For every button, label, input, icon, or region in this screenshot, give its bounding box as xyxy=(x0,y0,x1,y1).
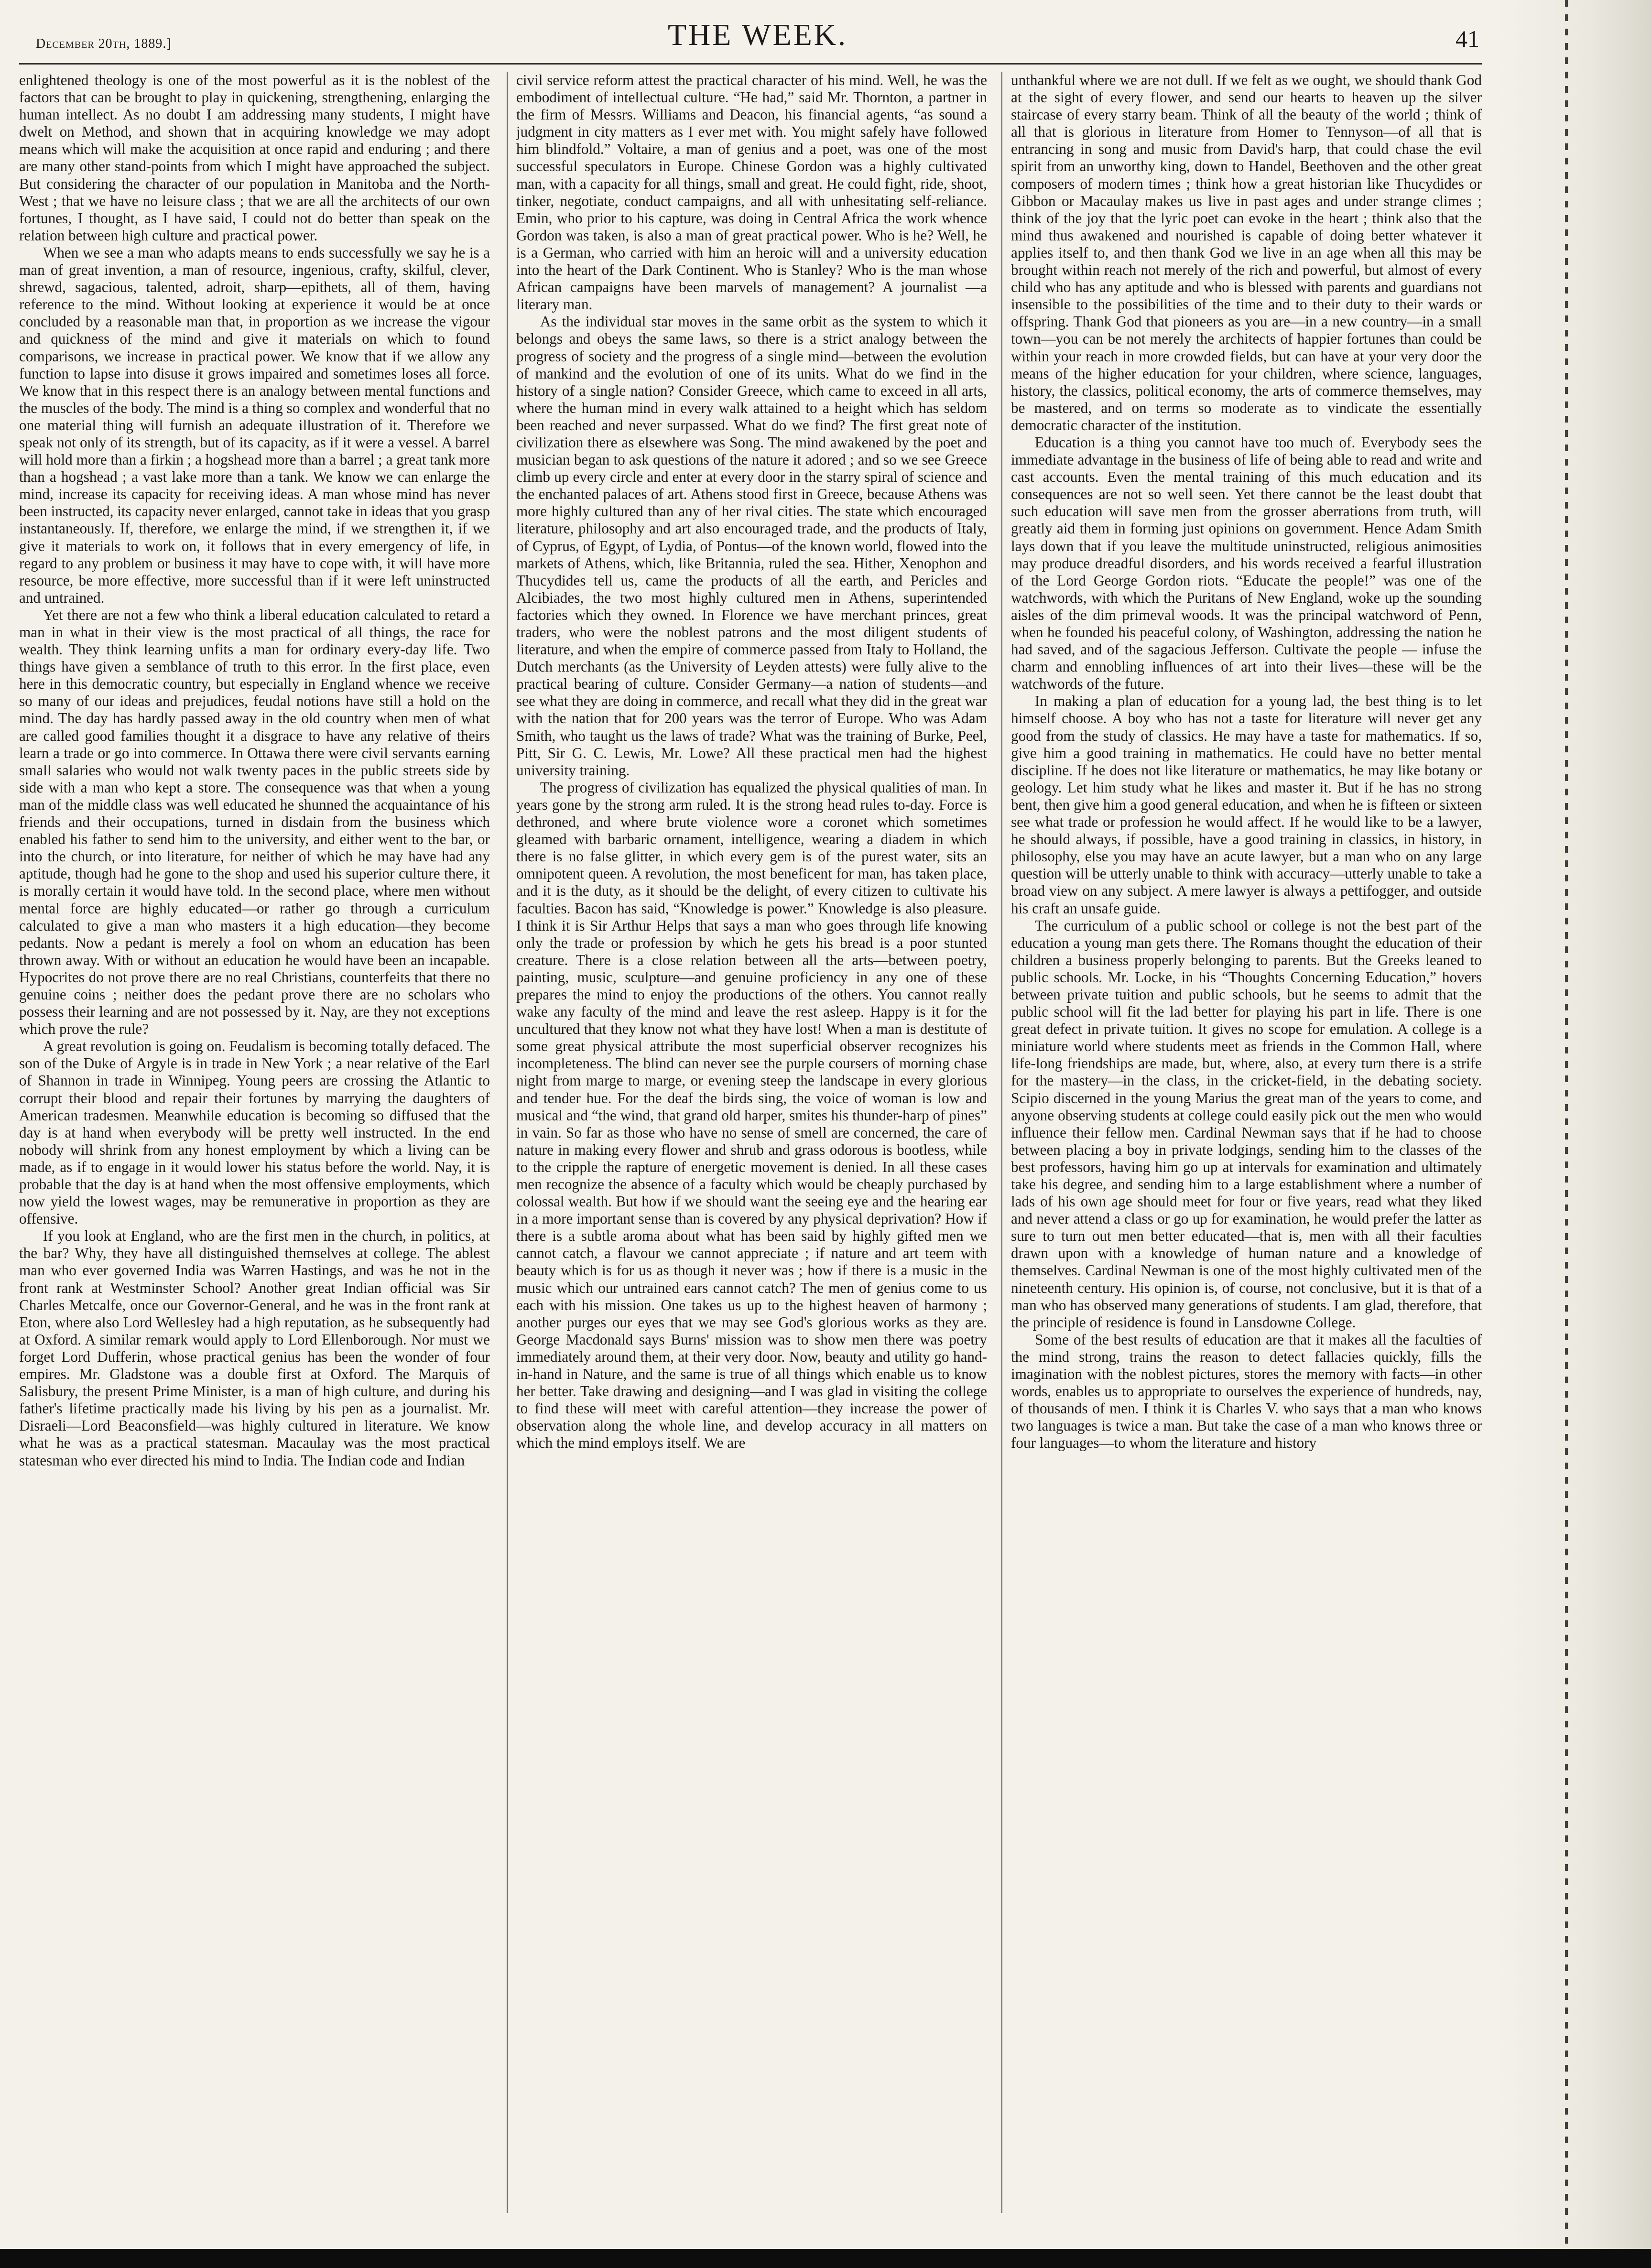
column-divider xyxy=(1001,72,1002,2213)
paragraph: A great revolution is going on. Feudalism is becoming totally defaced. The son of the Duke of Argyle is in trade in New York ; a near relative of the Earl of Shannon in trade in Winnipeg. Young peers are crossing the Atlantic to corrupt their blood and repair their fortunes by marrying the daughters of American tradesmen. Meanwhile education is becoming so diffused that the day is at hand when everybody will be pretty well instructed. In the end nobody will shrink from any honest employment by which a living can be made, as if to engage in it would lower his status before the world. Nay, it is probable that the day is at hand when the most offensive employments, which now yield the lowest wages, may be remunerative in proportion as they are offensive. xyxy=(19,1038,490,1227)
paragraph: enlightened theology is one of the most powerful as it is the noblest of the factors that can be brought to play in quickening, strengthening, enlarging the human intellect. As no doubt I am addressing many students, I might have dwelt on Method, and shown that in acquiring knowledge we may adopt means which will make the acquisition at once rapid and enduring ; and there are many other stand-points from which I might have approached the subject. But considering the character of our population in Manitoba and the North-West ; that we have no leisure class ; that we are all the architects of our own fortunes, I thought, as I have said, I could not do better than speak on the relation between high culture and practical power. xyxy=(19,72,490,244)
page-header xyxy=(36,13,1479,61)
column-divider xyxy=(507,72,508,2213)
publication-title: THE WEEK. xyxy=(667,18,848,52)
article-body xyxy=(19,72,1482,2213)
text-column-3 xyxy=(1011,72,1482,2213)
paragraph: Education is a thing you cannot have too much of. Everybody sees the immediate advantage in the business of life of being able to read and write and cast accounts. Even the mental training of this much education and its consequences are not so well seen. Yet there cannot be the least doubt that such education will save men from the grosser aberrations from truth, will greatly aid them in forming just opinions on government. Hence Adam Smith lays down that if you leave the multitude uninstructed, religious animosities may produce dreadful disorders, and his words received a fearful illustration of the Lord George Gordon riots. “Educate the people!” was one of the watchwords, with which the Puritans of New England, woke up the sounding aisles of the dim primeval woods. It was the principal watchword of Penn, when he founded his peaceful colony, of Washington, addressing the nation he had saved, and of the sagacious Jefferson. Cultivate the people — infuse the charm and ennobling influences of art into their lives—these will be the watchwords of the future. xyxy=(1011,434,1482,693)
paragraph: Yet there are not a few who think a liberal education calculated to retard a man in what in their view is the most practical of all things, the race for wealth. They think learning unfits a man for ordinary every-day life. Two things have given a semblance of truth to this error. In the first place, even here in this democratic country, but especially in England whence we receive so many of our ideas and prejudices, feudal notions have still a hold on the mind. The day has hardly passed away in the old country when men of what are called good families thought it a disgrace to have any relative of theirs learn a trade or go into commerce. In Ottawa there were civil servants earning small salaries who would not walk twenty paces in the public streets side by side with a man who kept a store. The consequence was that when a young man of the middle class was well educated he shunned the acquaintance of his friends and their occupations, turned in disdain from the business which enabled his father to send him to the university, and either went to the bar, or into the church, or into literature, for neither of which he may have had any aptitude, though had he gone to the shop and used his superior culture there, it is morally certain it would have told. In the second place, where men without mental force are highly educated—or rather go through a curriculum calculated to give a man who masters it a high education—they become pedants. Now a pedant is merely a fool on whom an education has been thrown away. With or without an education he would have been an incapable. Hypocrites do not prove there are no real Christians, counterfeits that there no genuine coins ; neither does the pedant prove there are no scholars who possess their learning and are not possessed by it. Nay, are they not exceptions which prove the rule? xyxy=(19,606,490,1038)
header-rule xyxy=(19,63,1482,65)
paragraph: unthankful where we are not dull. If we felt as we ought, we should thank God at the sight of every flower, and send our hearts to heaven up the silver staircase of every starry beam. Think of all the beauty of the world ; think of all that is glorious in literature from Homer to Tennyson—of all that is entrancing in song and music from David's harp, that could chase the evil spirit from an unworthy king, down to Handel, Beethoven and the other great composers of modern times ; think how a great historian like Thucydides or Gibbon or Macaulay makes us live in past ages and under strange climes ; think of the joy that the lyric poet can evoke in the heart ; think also that the mind thus awakened and nourished is capable of doing better whatever it applies itself to, and then thank God we live in an age when all this may be brought within reach not merely of the rich and powerful, but almost of every child who has any aptitude and who is blessed with parents and guardians not insensible to the possibilities of the time and to their duty to their wards or offspring. Thank God that pioneers as you are—in a new country—in a small town—you can be not merely the architects of happier fortunes than could be within your reach in more crowded fields, but can have at your very door the means of the higher education for your children, where science, languages, history, the classics, political economy, the arts of commerce themselves, may be mastered, and on terms so moderate as to vindicate the essentially democratic character of the institution. xyxy=(1011,72,1482,434)
page-number: 41 xyxy=(1455,25,1479,52)
paragraph: The curriculum of a public school or college is not the best part of the education a young man gets there. The Romans thought the education of their children a business properly belonging to parents. But the Greeks leaned to public schools. Mr. Locke, in his “Thoughts Concerning Education,” hovers between private tuition and public schools, but he seems to admit that the public school will fit the lad better for playing his part in life. There is one great defect in private tuition. It gives no scope for emulation. A college is a miniature world where students meet as friends in the Common Hall, where life-long friendships are made, but, where, also, at every turn there is a strife for the mastery—in the class, in the cricket-field, in the debating society. Scipio discerned in the young Marius the great man of the years to come, and anyone observing students at college could easily pick out the men who would influence their fellow men. Cardinal Newman says that if he had to choose between placing a boy in private lodgings, sending him to the classes of the best professors, having him go up at intervals for examination and ultimately take his degree, and sending him to a large establishment where a number of lads of his own age should meet for four or five years, read what they liked and never attend a class or go up for examination, he would prefer the latter as sure to turn out men better educated—that is, men with all their faculties drawn upon with a knowledge of human nature and a knowledge of themselves. Cardinal Newman is one of the most highly cultivated men of the nineteenth century. His opinion is, of course, not conclusive, but it is that of a man who has observed many generations of students. I am glad, therefore, that the principle of residence is found in Lansdowne College. xyxy=(1011,917,1482,1331)
paragraph: The progress of civilization has equalized the physical qualities of man. In years gone by the strong arm ruled. It is the strong head rules to-day. Force is dethroned, and where brute violence wore a coronet which sometimes gleamed with barbaric ornament, intelligence, wearing a diadem in which there is no false glitter, in which every gem is of the purest water, sits an omnipotent queen. A revolution, the most beneficent for man, has taken place, and it is the duty, as it should be the delight, of every citizen to cultivate his faculties. Bacon has said, “Knowledge is power.” Knowledge is also pleasure. I think it is Sir Arthur Helps that says a man who goes through life knowing only the trade or profession by which he gets his bread is a poor stunted creature. There is a close relation between all the arts—between poetry, painting, music, sculpture—and genuine proficiency in any one of these prepares the mind to enjoy the productions of the others. You cannot really wake any faculty of the mind and leave the rest asleep. Happy is it for the uncultured that they know not what they have lost! When a man is destitute of some great physical attribute the most superficial observer recognizes his incompleteness. The blind can never see the purple coursers of morning chase night from marge to marge, or evening steep the landscape in every glorious and tender hue. For the deaf the birds sing, the voice of woman is low and musical and “the wind, that grand old harper, smites his thunder-harp of pines” in vain. So far as those who have no sense of smell are concerned, the care of nature in making every flower and shrub and grass odorous is bootless, while to the cripple the rapture of energetic movement is denied. In all these cases men recognize the absence of a faculty which would be cheaply purchased by colossal wealth. But how if we should want the seeing eye and the hearing ear in a more important sense than is covered by any physical deprivation? How if there is a subtle aroma about what has been said by highly gifted men we cannot catch, a flavour we cannot appreciate ; if nature and art teem with beauty which is for us as though it never was ; how if there is a music in the music which our untrained ears cannot catch? The men of genius come to us each with his mission. One takes us up to the highest heaven of harmony ; another purges our eyes that we may see God's glorious works as they are. George Macdonald says Burns' mission was to show men there was poetry immediately around them, at their very door. Now, beauty and utility go hand-in-hand in Nature, and the same is true of all things which enable us to know her better. Take drawing and designing—and I was glad in visiting the college to find these will meet with careful attention—they increase the power of observation along the whole line, and develop accuracy in all matters on which the mind employs itself. We are xyxy=(516,779,987,1452)
paragraph: If you look at England, who are the first men in the church, in politics, at the bar? Why, they have all distinguished themselves at college. The ablest man who ever governed India was Warren Hastings, and was he not in the front rank at Westminster School? Another great Indian official was Sir Charles Metcalfe, once our Governor-General, and he was in the front rank at Eton, where also Lord Wellesley had a high reputation, as he subsequently had at Oxford. A similar remark would apply to Lord Ellenborough. Nor must we forget Lord Dufferin, whose practical genius has been the wonder of four empires. Mr. Gladstone was a double first at Oxford. The Marquis of Salisbury, the present Prime Minister, is a man of high culture, and during his father's lifetime practically made his living by his pen as a journalist. Mr. Disraeli—Lord Beaconsfield—was highly cultured in literature. We know what he was as a practical statesman. Macaulay was the most practical statesman who ever directed his mind to India. The Indian code and Indian xyxy=(19,1227,490,1469)
scan-bottom-edge xyxy=(0,2249,1651,2268)
paragraph: In making a plan of education for a young lad, the best thing is to let himself choose. A boy who has not a taste for literature will never get any good from the study of classics. He may have a taste for mathematics. If so, give him a good training in mathematics. He could have no better mental discipline. If he does not like literature or mathematics, he may like botany or geology. Let him study what he likes and master it. But if he has no strong bent, then give him a good general education, and when he is fifteen or sixteen see what trade or profession he would affect. If he would like to be a lawyer, he should always, if possible, have a good training in classics, in history, in philosophy, else you may have an acute lawyer, but a man who on any large question will be utterly unable to think with accuracy—utterly unable to take a broad view on any subject. A mere lawyer is always a pettifogger, and outside his craft an unsafe guide. xyxy=(1011,693,1482,917)
paragraph: As the individual star moves in the same orbit as the system to which it belongs and obeys the same laws, so there is a strict analogy between the progress of society and the progress of a single mind—between the evolution of mankind and the evolution of one of its units. What do we find in the history of a single nation? Consider Greece, which came to exceed in all arts, where the human mind in every walk attained to a height which has seldom been reached and never surpassed. What do we find? The first great note of civilization there as elsewhere was Song. The mind awakened by the poet and musician began to ask questions of the nature it adored ; and so we see Greece climb up every circle and enter at every door in the starry spiral of science and the enchanted palaces of art. Athens stood first in Greece, because Athens was more highly cultured than any of her rival cities. The state which encouraged literature, philosophy and art also encouraged trade, and the products of Italy, of Cyprus, of Egypt, of Lydia, of Pontus—of the known world, flowed into the markets of Athens, which, like Britannia, ruled the sea. Hither, Xenophon and Thucydides tell us, came the products of all the earth, and Pericles and Alcibiades, the two most highly cultured men in Athens, superintended factories which they owned. In Florence we have merchant princes, great traders, who were the noblest patrons and the most diligent students of literature, and when the empire of commerce passed from Italy to Holland, the Dutch merchants (as the University of Leyden attests) were fully alive to the practical bearing of culture. Consider Germany—a nation of students—and see what they are doing in commerce, and recall what they did in the great war with the nation that for 200 years was the terror of Europe. Who was Adam Smith, who taught us the laws of trade? What was the training of Burke, Peel, Pitt, Sir G. C. Lewis, Mr. Lowe? All these practical men had the highest university training. xyxy=(516,313,987,779)
text-column-1 xyxy=(19,72,490,2213)
paragraph: civil service reform attest the practical character of his mind. Well, he was the embodiment of intellectual culture. “He had,” said Mr. Thornton, a partner in the firm of Messrs. Williams and Deacon, his financial agents, “as sound a judgment in city matters as I ever met with. You might safely have followed him blindfold.” Voltaire, a man of genius and a poet, was one of the most successful speculators in Europe. Chinese Gordon was a highly cultivated man, with a capacity for all things, small and great. He could fight, ride, shoot, tinker, negotiate, conduct campaigns, and all with unhesitating self-reliance. Emin, who prior to his capture, was doing in Central Africa the work whence Gordon was taken, is also a man of great practical power. Who is he? Well, he is a German, who carried with him an heroic will and a university education into the heart of the Dark Continent. Who is Stanley? Who is the man whose African campaigns have been marvels of management? A journalist —a literary man. xyxy=(516,72,987,313)
issue-date: December 20th, 1889.] xyxy=(36,36,172,51)
text-column-2 xyxy=(516,72,987,2213)
paragraph: Some of the best results of education are that it makes all the faculties of the mind strong, trains the reason to detect fallacies quickly, fills the imagination with the noblest pictures, stores the memory with facts—in other words, enables us to appropriate to ourselves the experience of hundreds, nay, of thousands of men. I think it is Charles V. who says that a man who knows two languages is twice a man. But take the case of a man who knows three or four languages—to whom the literature and history xyxy=(1011,1331,1482,1452)
page-binding-edge xyxy=(1498,0,1651,2268)
paragraph: When we see a man who adapts means to ends successfully we say he is a man of great invention, a man of resource, ingenious, crafty, skilful, clever, shrewd, sagacious, talented, adroit, sharp—epithets, all of them, having reference to the mind. Without looking at experience it would be at once concluded by a reasonable man that, in proportion as we increase the vigour and quickness of the mind and give it materials on which to found comparisons, we increase in practical power. We know that if we allow any function to lapse into disuse it grows impaired and sometimes loses all force. We know that in this respect there is an analogy between mental functions and the muscles of the body. The mind is a thing so complex and wonderful that no one material thing will furnish an adequate illustration of it. Therefore we speak not only of its strength, but of its capacity, as if it were a vessel. A barrel will hold more than a firkin ; a hogshead more than a barrel ; a great tank more than a hogshead ; a vast lake more than a tank. We know we can enlarge the mind, increase its capacity for receiving ideas. A man whose mind has never been instructed, its capacity never enlarged, cannot take in ideas that you grasp instantaneously. If, therefore, we enlarge the mind, if we strengthen it, if we give it materials to work on, it follows that in every emergency of life, in regard to any problem or business it may have to cope with, it will have more resource, be more effective, more successful than if it were left uninstructed and untrained. xyxy=(19,244,490,606)
